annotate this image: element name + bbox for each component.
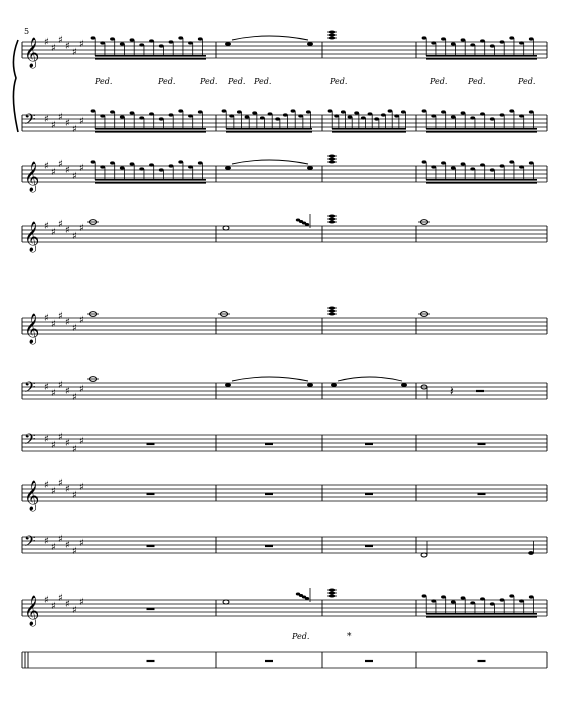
treble-clef-icon: 𝄞 <box>24 481 40 511</box>
sharp-icon: ♯ <box>72 546 77 557</box>
sharp-icon: ♯ <box>79 39 84 50</box>
staff-staff-10 <box>22 588 547 627</box>
note-head <box>331 383 337 387</box>
sharp-icon: ♯ <box>79 482 84 493</box>
sharp-icon: ♯ <box>51 542 56 553</box>
measure <box>327 215 337 224</box>
staff-staff-6 <box>22 377 547 403</box>
note-head <box>441 110 446 113</box>
sharp-icon: ♯ <box>65 484 70 495</box>
note-head <box>381 113 386 116</box>
sharp-icon: ♯ <box>65 41 70 52</box>
note-head <box>110 161 115 164</box>
sharp-icon: ♯ <box>58 159 63 170</box>
pedal-mark: Ped. <box>158 77 176 86</box>
note-head <box>451 115 456 118</box>
note-head <box>490 44 495 47</box>
beam <box>95 182 206 184</box>
note-head <box>500 40 505 43</box>
half-note <box>421 553 427 557</box>
note-head <box>490 602 495 605</box>
note-head <box>198 161 203 164</box>
note-head <box>374 117 379 120</box>
note-head <box>528 551 534 555</box>
sharp-icon: ♯ <box>51 43 56 54</box>
sharp-icon: ♯ <box>79 116 84 127</box>
note-head <box>188 165 193 168</box>
treble-clef-icon: 𝄞 <box>24 38 40 68</box>
note-head <box>229 114 234 117</box>
note-head <box>341 110 346 113</box>
note-head <box>461 162 466 165</box>
note-head <box>120 115 125 118</box>
staff-staff-7 <box>22 431 547 455</box>
note-head <box>354 111 359 114</box>
sharp-icon: ♯ <box>65 540 70 551</box>
quarter-rest: 𝄽 <box>450 384 454 398</box>
note-head <box>225 42 231 46</box>
measure <box>422 36 537 59</box>
note-head <box>188 41 193 44</box>
treble-clef-icon: 𝄞 <box>24 162 40 192</box>
sharp-icon: ♯ <box>51 227 56 238</box>
note-head <box>519 41 524 44</box>
tie-curve <box>232 36 308 40</box>
beam <box>426 616 537 618</box>
beam <box>95 131 206 133</box>
note-head <box>470 601 475 604</box>
note-head <box>91 109 96 112</box>
note-head <box>139 116 144 119</box>
note-head <box>307 166 313 170</box>
note-head <box>159 168 164 171</box>
note-head <box>159 117 164 120</box>
note-head <box>509 36 514 39</box>
sharp-icon: ♯ <box>44 313 49 324</box>
pedal-mark: Ped. <box>95 77 113 86</box>
pedal-mark: Ped. <box>518 77 536 86</box>
note-head <box>441 37 446 40</box>
note-head <box>441 595 446 598</box>
note-head <box>178 36 183 39</box>
sharp-icon: ♯ <box>44 221 49 232</box>
note-head <box>120 42 125 45</box>
measure <box>331 377 407 387</box>
note-head <box>461 38 466 41</box>
note-head <box>529 37 534 40</box>
sharp-icon: ♯ <box>79 538 84 549</box>
measure <box>418 220 430 225</box>
bass-clef-icon: 𝄢 <box>24 379 36 400</box>
pedal-mark: Ped. <box>468 77 486 86</box>
pedal-mark: Ped. <box>430 77 448 86</box>
measure <box>222 109 312 132</box>
note-head <box>451 600 456 603</box>
sharp-icon: ♯ <box>58 311 63 322</box>
measure <box>327 155 337 164</box>
note-head <box>519 165 524 168</box>
note-head <box>100 165 105 168</box>
measure <box>87 377 99 382</box>
note-head <box>509 160 514 163</box>
note-head <box>388 109 393 112</box>
beam <box>426 613 537 615</box>
note-head <box>480 39 485 42</box>
note-head <box>149 112 154 115</box>
pedal-mark: Ped. <box>200 77 218 86</box>
measure <box>91 160 206 183</box>
measure <box>418 312 430 317</box>
note-head <box>110 37 115 40</box>
note-head <box>130 111 135 114</box>
sharp-icon: ♯ <box>44 480 49 491</box>
note-head <box>198 37 203 40</box>
staff-staff-5 <box>22 307 547 346</box>
sharp-icon: ♯ <box>58 593 63 604</box>
sharp-icon: ♯ <box>58 432 63 443</box>
sharp-icon: ♯ <box>51 167 56 178</box>
pedal-mark: Ped. <box>292 632 310 641</box>
sharp-icon: ♯ <box>72 605 77 616</box>
half-note <box>223 226 229 230</box>
note-head <box>441 161 446 164</box>
staff-percussion <box>22 652 547 668</box>
sharp-icon: ♯ <box>79 384 84 395</box>
note-head <box>307 383 313 387</box>
sharp-icon: ♯ <box>79 223 84 234</box>
sharp-icon: ♯ <box>65 225 70 236</box>
note-head <box>519 114 524 117</box>
note-head <box>500 164 505 167</box>
note-head <box>178 160 183 163</box>
note-head <box>470 43 475 46</box>
note-head <box>461 111 466 114</box>
measure <box>87 220 99 225</box>
beam <box>226 128 312 130</box>
measure <box>91 36 206 59</box>
note-head <box>509 109 514 112</box>
sharp-icon: ♯ <box>44 37 49 48</box>
system <box>13 31 547 669</box>
measure <box>327 307 337 316</box>
staff-piano-rh <box>22 31 547 70</box>
beam <box>426 58 537 60</box>
note-head <box>139 167 144 170</box>
note-head <box>519 599 524 602</box>
staff-staff-4 <box>22 214 547 253</box>
note-head <box>268 112 273 115</box>
measure <box>422 160 537 183</box>
pedal-release-mark: * <box>347 632 352 642</box>
note-head <box>130 38 135 41</box>
note-head <box>260 116 265 119</box>
note-head <box>451 42 456 45</box>
measure <box>327 31 337 40</box>
sharp-icon: ♯ <box>51 440 56 451</box>
bass-clef-icon: 𝄢 <box>24 431 36 452</box>
staff-staff-9 <box>22 533 547 557</box>
sharp-icon: ♯ <box>58 478 63 489</box>
note-head <box>306 110 311 113</box>
measure <box>91 109 206 132</box>
note-head <box>422 160 427 163</box>
tie-curve <box>232 160 308 164</box>
sharp-icon: ♯ <box>79 597 84 608</box>
sharp-icon: ♯ <box>44 382 49 393</box>
note-head <box>159 44 164 47</box>
note-head <box>529 110 534 113</box>
note-head <box>149 163 154 166</box>
note-head <box>401 383 407 387</box>
sharp-icon: ♯ <box>58 112 63 123</box>
sharp-icon: ♯ <box>58 380 63 391</box>
treble-clef-icon: 𝄞 <box>24 222 40 252</box>
measure <box>327 589 337 598</box>
sharp-icon: ♯ <box>65 386 70 397</box>
sharp-icon: ♯ <box>72 124 77 135</box>
sharp-icon: ♯ <box>65 438 70 449</box>
note-head <box>305 597 309 600</box>
note-head <box>139 43 144 46</box>
note-head <box>490 168 495 171</box>
note-head <box>500 598 505 601</box>
measure <box>223 214 310 230</box>
beam <box>426 128 537 130</box>
note-head <box>470 116 475 119</box>
measure <box>87 312 99 317</box>
note-head <box>401 110 406 113</box>
sharp-icon: ♯ <box>72 392 77 403</box>
sharp-icon: ♯ <box>79 436 84 447</box>
note-head <box>307 42 313 46</box>
beam <box>95 128 206 130</box>
treble-clef-icon: 𝄞 <box>24 314 40 344</box>
measure <box>422 594 537 617</box>
pedal-mark: Ped. <box>228 77 246 86</box>
beam <box>426 179 537 181</box>
note-head <box>283 113 288 116</box>
sharp-icon: ♯ <box>79 315 84 326</box>
note-head <box>237 110 242 113</box>
sharp-icon: ♯ <box>51 486 56 497</box>
note-head <box>431 114 436 117</box>
note-head <box>110 110 115 113</box>
beam <box>95 179 206 181</box>
sharp-icon: ♯ <box>72 231 77 242</box>
note-head <box>169 40 174 43</box>
beam <box>95 55 206 57</box>
measure <box>225 36 313 46</box>
note-head <box>422 36 427 39</box>
half-note <box>223 600 229 604</box>
staff-staff-8 <box>22 478 547 512</box>
pedal-mark: Ped. <box>254 77 272 86</box>
note-head <box>422 594 427 597</box>
note-head <box>529 161 534 164</box>
measure <box>225 377 313 387</box>
sharp-icon: ♯ <box>79 163 84 174</box>
bass-clef-icon: 𝄢 <box>24 533 36 554</box>
note-head <box>275 117 280 120</box>
note-head <box>480 597 485 600</box>
note-head <box>394 114 399 117</box>
note-head <box>470 167 475 170</box>
note-head <box>334 114 339 117</box>
sharp-icon: ♯ <box>51 319 56 330</box>
note-head <box>328 109 333 112</box>
sharp-icon: ♯ <box>65 599 70 610</box>
note-head <box>431 165 436 168</box>
tie-curve <box>232 377 308 381</box>
note-head <box>198 110 203 113</box>
note-head <box>298 114 303 117</box>
note-head <box>252 111 257 114</box>
sharp-icon: ♯ <box>65 317 70 328</box>
note-head <box>91 36 96 39</box>
beam <box>426 182 537 184</box>
note-head <box>348 115 353 118</box>
sharp-icon: ♯ <box>51 388 56 399</box>
sharp-icon: ♯ <box>72 490 77 501</box>
note-head <box>169 113 174 116</box>
sharp-icon: ♯ <box>72 323 77 334</box>
sharp-icon: ♯ <box>58 219 63 230</box>
beam <box>426 55 537 57</box>
note-head <box>178 109 183 112</box>
sharp-icon: ♯ <box>44 536 49 547</box>
note-head <box>245 115 250 118</box>
note-head <box>100 41 105 44</box>
measure <box>218 312 230 317</box>
note-head <box>120 166 125 169</box>
measure <box>223 588 310 604</box>
sharp-icon: ♯ <box>72 444 77 455</box>
treble-clef-icon: 𝄞 <box>24 596 40 626</box>
note-head <box>291 109 296 112</box>
beam <box>332 128 406 130</box>
sharp-icon: ♯ <box>65 165 70 176</box>
beam <box>95 58 206 60</box>
note-head <box>422 109 427 112</box>
note-head <box>225 166 231 170</box>
sharp-icon: ♯ <box>58 534 63 545</box>
note-head <box>431 41 436 44</box>
note-head <box>361 116 366 119</box>
tie-curve <box>338 377 402 381</box>
brace-icon <box>13 40 18 132</box>
note-head <box>509 594 514 597</box>
note-head <box>461 596 466 599</box>
sharp-icon: ♯ <box>72 171 77 182</box>
bass-clef-icon: 𝄢 <box>24 111 36 132</box>
note-head <box>91 160 96 163</box>
note-head <box>490 117 495 120</box>
note-head <box>500 113 505 116</box>
sharp-icon: ♯ <box>44 114 49 125</box>
note-head <box>222 109 227 112</box>
note-head <box>431 599 436 602</box>
pedal-mark: Ped. <box>330 77 348 86</box>
beam <box>226 131 312 133</box>
measure <box>328 109 406 132</box>
sharp-icon: ♯ <box>44 434 49 445</box>
note-head <box>529 595 534 598</box>
staff-staff-3 <box>22 155 547 194</box>
note-head <box>130 162 135 165</box>
staff-piano-lh <box>22 109 547 135</box>
note-head <box>451 166 456 169</box>
sharp-icon: ♯ <box>65 118 70 129</box>
note-head <box>480 163 485 166</box>
note-head <box>169 164 174 167</box>
note-head <box>188 114 193 117</box>
sharp-icon: ♯ <box>51 601 56 612</box>
note-head <box>305 223 309 226</box>
measure <box>422 109 537 132</box>
measure <box>421 384 484 399</box>
measure-number: 5 <box>24 27 30 36</box>
note-head <box>149 39 154 42</box>
sharp-icon: ♯ <box>58 35 63 46</box>
sharp-icon: ♯ <box>51 120 56 131</box>
note-head <box>480 112 485 115</box>
note-head <box>225 383 231 387</box>
note-head <box>368 112 373 115</box>
beam <box>426 131 537 133</box>
beam <box>332 131 406 133</box>
sharp-icon: ♯ <box>44 161 49 172</box>
measure <box>225 160 313 170</box>
sharp-icon: ♯ <box>44 595 49 606</box>
sharp-icon: ♯ <box>72 47 77 58</box>
note-head <box>100 114 105 117</box>
